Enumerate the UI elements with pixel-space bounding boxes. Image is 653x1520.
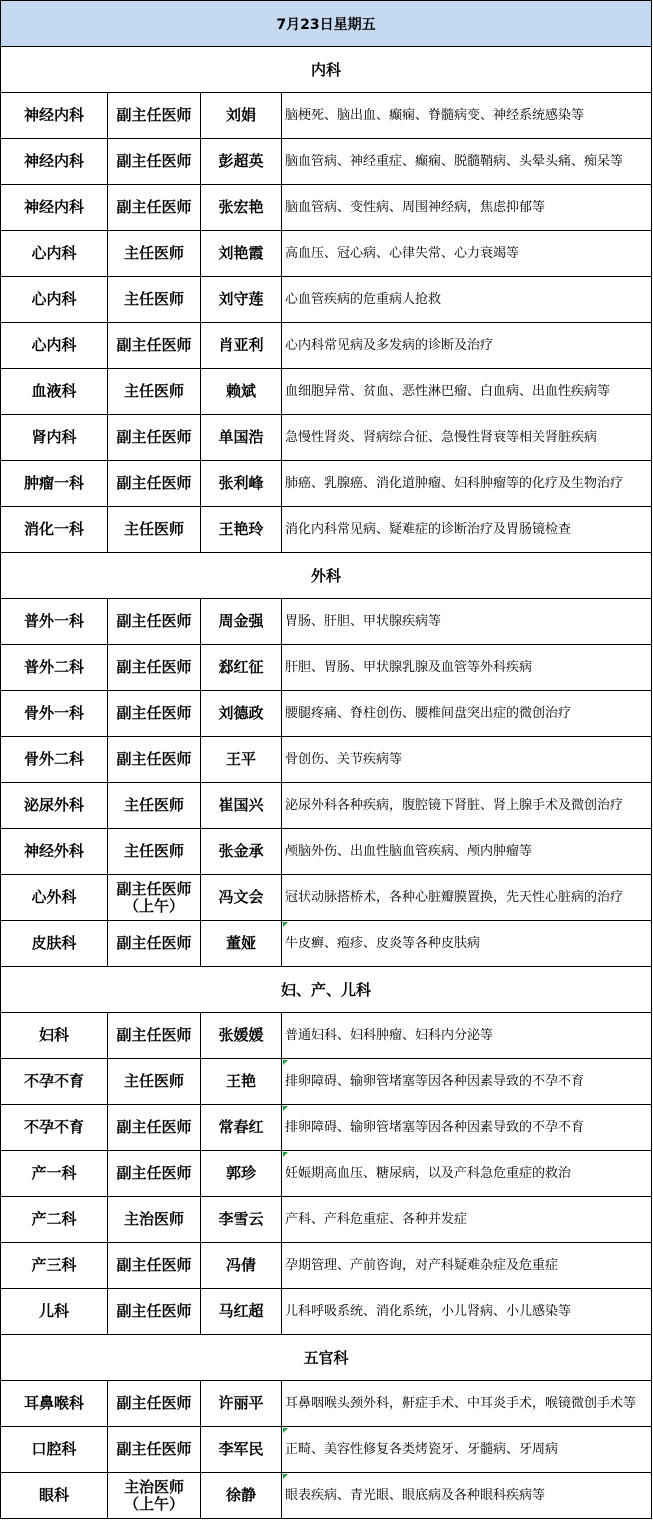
specialty-cell: 眼表疾病、青光眼、眼底病及各种眼科疾病等 xyxy=(282,1473,652,1519)
table-row xyxy=(1,1473,652,1519)
specialty-cell: 孕期管理、产前咨询，对产科疑难杂症及危重症 xyxy=(282,1243,652,1289)
specialty-cell: 排卵障碍、输卵管堵塞等因各种因素导致的不孕不育 xyxy=(282,1105,652,1151)
department-cell: 心外科 xyxy=(1,875,108,921)
doctor-title-cell xyxy=(108,645,201,691)
doctor-name-cell: 王艳 xyxy=(201,1059,282,1105)
table-row xyxy=(1,1427,652,1473)
doctor-title: 主任医师 xyxy=(123,520,184,538)
doctor-title-cell xyxy=(108,1013,201,1059)
department-cell: 心内科 xyxy=(1,277,108,323)
specialty-cell: 排卵障碍、输卵管堵塞等因各种因素导致的不孕不育 xyxy=(282,1059,652,1105)
doctor-name-cell: 常春红 xyxy=(201,1105,282,1151)
doctor-title-cell xyxy=(108,1289,201,1335)
department-cell: 耳鼻喉科 xyxy=(1,1381,108,1427)
table-row xyxy=(1,507,652,553)
table-row xyxy=(1,599,652,645)
doctor-title-cell xyxy=(108,93,201,139)
doctor-title: 主任医师 xyxy=(123,382,184,400)
table-row xyxy=(1,737,652,783)
doctor-name-cell: 徐静 xyxy=(201,1473,282,1519)
doctor-title: 副主任医师 xyxy=(116,428,192,446)
doctor-name-cell: 郭珍 xyxy=(201,1151,282,1197)
doctor-title-cell xyxy=(108,1473,201,1519)
table-row xyxy=(1,231,652,277)
doctor-title: 副主任医师 xyxy=(116,1026,192,1044)
department-cell: 心内科 xyxy=(1,231,108,277)
schedule-body xyxy=(1,1,652,1519)
specialty-cell: 普通妇科、妇科肿瘤、妇科内分泌等 xyxy=(282,1013,652,1059)
table-row xyxy=(1,691,652,737)
doctor-title: 主治医师 xyxy=(123,1210,184,1228)
section-header-row xyxy=(1,967,652,1013)
doctor-name-cell: 肖亚利 xyxy=(201,323,282,369)
department-cell: 肿瘤一科 xyxy=(1,461,108,507)
doctor-name-cell: 张金承 xyxy=(201,829,282,875)
department-cell: 神经外科 xyxy=(1,829,108,875)
doctor-title: 副主任医师 xyxy=(116,1440,192,1458)
doctor-title: 主任医师 xyxy=(123,244,184,262)
doctor-title: 副主任医师 xyxy=(116,704,192,722)
table-row xyxy=(1,1381,652,1427)
doctor-title: 副主任医师 xyxy=(116,879,192,898)
doctor-title: 副主任医师 xyxy=(116,1118,192,1136)
doctor-name-cell: 彭超英 xyxy=(201,139,282,185)
section-title: 外科 xyxy=(1,553,652,599)
doctor-title-cell xyxy=(108,1427,201,1473)
doctor-name-cell: 张媛媛 xyxy=(201,1013,282,1059)
department-cell: 产二科 xyxy=(1,1197,108,1243)
department-cell: 产一科 xyxy=(1,1151,108,1197)
table-row xyxy=(1,1289,652,1335)
specialty-cell: 正畸、美容性修复各类烤瓷牙、牙髓病、牙周病 xyxy=(282,1427,652,1473)
doctor-name-cell: 冯倩 xyxy=(201,1243,282,1289)
doctor-title-cell xyxy=(108,599,201,645)
table-row xyxy=(1,461,652,507)
doctor-title-cell xyxy=(108,415,201,461)
department-cell: 普外二科 xyxy=(1,645,108,691)
table-row xyxy=(1,645,652,691)
session-note: （上午） xyxy=(123,896,184,915)
doctor-title: 副主任医师 xyxy=(116,336,192,354)
doctor-title: 副主任医师 xyxy=(116,934,192,952)
doctor-name-cell: 刘娟 xyxy=(201,93,282,139)
doctor-title-cell xyxy=(108,737,201,783)
doctor-name-cell: 李军民 xyxy=(201,1427,282,1473)
doctor-title-cell xyxy=(108,1381,201,1427)
department-cell: 眼科 xyxy=(1,1473,108,1519)
doctor-title-cell xyxy=(108,829,201,875)
specialty-cell: 肺癌、乳腺癌、消化道肿瘤、妇科肿瘤等的化疗及生物治疗 xyxy=(282,461,652,507)
department-cell: 妇科 xyxy=(1,1013,108,1059)
section-header-row xyxy=(1,553,652,599)
specialty-cell: 腰腿疼痛、脊柱创伤、腰椎间盘突出症的微创治疗 xyxy=(282,691,652,737)
doctor-title: 主治医师 xyxy=(123,1477,184,1496)
doctor-name-cell: 刘守莲 xyxy=(201,277,282,323)
doctor-title: 主任医师 xyxy=(123,290,184,308)
doctor-title: 主任医师 xyxy=(123,796,184,814)
doctor-title: 主任医师 xyxy=(123,1072,184,1090)
table-row xyxy=(1,93,652,139)
doctor-name-cell: 张利峰 xyxy=(201,461,282,507)
table-row xyxy=(1,323,652,369)
table-row xyxy=(1,1013,652,1059)
department-cell: 神经内科 xyxy=(1,185,108,231)
doctor-title: 副主任医师 xyxy=(116,1164,192,1182)
doctor-title: 副主任医师 xyxy=(116,106,192,124)
department-cell: 骨外二科 xyxy=(1,737,108,783)
doctor-name-cell: 崔国兴 xyxy=(201,783,282,829)
doctor-name-cell: 董娅 xyxy=(201,921,282,967)
specialty-cell: 胃肠、肝胆、甲状腺疾病等 xyxy=(282,599,652,645)
specialty-cell: 儿科呼吸系统、消化系统，小儿肾病、小儿感染等 xyxy=(282,1289,652,1335)
doctor-name-cell: 李雪云 xyxy=(201,1197,282,1243)
doctor-name-cell: 赖斌 xyxy=(201,369,282,415)
table-row xyxy=(1,277,652,323)
table-row xyxy=(1,369,652,415)
doctor-title: 副主任医师 xyxy=(116,1394,192,1412)
specialty-cell: 泌尿外科各种疾病，腹腔镜下肾脏、肾上腺手术及微创治疗 xyxy=(282,783,652,829)
table-row xyxy=(1,829,652,875)
specialty-cell: 心血管疾病的危重病人抢救 xyxy=(282,277,652,323)
doctor-name-cell: 王艳玲 xyxy=(201,507,282,553)
specialty-cell: 妊娠期高血压、糖尿病，以及产科急危重症的救治 xyxy=(282,1151,652,1197)
specialty-cell: 肝胆、胃肠、甲状腺乳腺及血管等外科疾病 xyxy=(282,645,652,691)
doctor-title-cell xyxy=(108,783,201,829)
specialty-cell: 脑梗死、脑出血、癫痫、脊髓病变、神经系统感染等 xyxy=(282,93,652,139)
doctor-title: 副主任医师 xyxy=(116,152,192,170)
table-row xyxy=(1,185,652,231)
doctor-name-cell: 单国浩 xyxy=(201,415,282,461)
doctor-name-cell: 王平 xyxy=(201,737,282,783)
doctor-title: 副主任医师 xyxy=(116,750,192,768)
specialty-cell: 消化内科常见病、疑难症的诊断治疗及胃肠镜检查 xyxy=(282,507,652,553)
table-row xyxy=(1,1197,652,1243)
doctor-title-cell xyxy=(108,1243,201,1289)
doctor-title: 副主任医师 xyxy=(116,658,192,676)
doctor-name-cell: 郄红征 xyxy=(201,645,282,691)
department-cell: 口腔科 xyxy=(1,1427,108,1473)
doctor-name-cell: 周金强 xyxy=(201,599,282,645)
date-title: 7月23日星期五 xyxy=(1,1,652,47)
department-cell: 神经内科 xyxy=(1,139,108,185)
department-cell: 普外一科 xyxy=(1,599,108,645)
doctor-title-cell xyxy=(108,231,201,277)
doctor-title: 副主任医师 xyxy=(116,612,192,630)
doctor-title: 副主任医师 xyxy=(116,474,192,492)
department-cell: 儿科 xyxy=(1,1289,108,1335)
table-row xyxy=(1,415,652,461)
department-cell: 肾内科 xyxy=(1,415,108,461)
doctor-title-cell xyxy=(108,369,201,415)
department-cell: 消化一科 xyxy=(1,507,108,553)
doctor-title-cell xyxy=(108,507,201,553)
department-cell: 产三科 xyxy=(1,1243,108,1289)
table-row xyxy=(1,783,652,829)
specialty-cell: 颅脑外伤、出血性脑血管疾病、颅内肿瘤等 xyxy=(282,829,652,875)
department-cell: 心内科 xyxy=(1,323,108,369)
specialty-cell: 高血压、冠心病、心律失常、心力衰竭等 xyxy=(282,231,652,277)
department-cell: 不孕不育 xyxy=(1,1105,108,1151)
doctor-title-cell xyxy=(108,921,201,967)
section-header-row xyxy=(1,1335,652,1381)
table-row xyxy=(1,1105,652,1151)
doctor-name-cell: 许丽平 xyxy=(201,1381,282,1427)
date-title-row xyxy=(1,1,652,47)
table-row xyxy=(1,1151,652,1197)
section-header-row xyxy=(1,47,652,93)
specialty-cell: 牛皮癣、疱疹、皮炎等各种皮肤病 xyxy=(282,921,652,967)
specialty-cell: 产科、产科危重症、各种并发症 xyxy=(282,1197,652,1243)
doctor-title-cell xyxy=(108,1151,201,1197)
department-cell: 泌尿外科 xyxy=(1,783,108,829)
specialty-cell: 急慢性肾炎、肾病综合征、急慢性肾衰等相关肾脏疾病 xyxy=(282,415,652,461)
doctor-title-cell xyxy=(108,1197,201,1243)
doctor-name-cell: 冯文会 xyxy=(201,875,282,921)
table-row xyxy=(1,1059,652,1105)
section-title: 妇、产、儿科 xyxy=(1,967,652,1013)
doctor-name-cell: 刘德政 xyxy=(201,691,282,737)
doctor-name-cell: 张宏艳 xyxy=(201,185,282,231)
specialty-cell: 骨创伤、关节疾病等 xyxy=(282,737,652,783)
doctor-title-cell xyxy=(108,277,201,323)
doctor-title-cell xyxy=(108,1059,201,1105)
section-title: 五官科 xyxy=(1,1335,652,1381)
specialty-cell: 冠状动脉搭桥术，各种心脏瓣膜置换，先天性心脏病的治疗 xyxy=(282,875,652,921)
section-title: 内科 xyxy=(1,47,652,93)
table-row xyxy=(1,921,652,967)
specialty-cell: 耳鼻咽喉头颈外科，鼾症手术、中耳炎手术，喉镜微创手术等 xyxy=(282,1381,652,1427)
department-cell: 血液科 xyxy=(1,369,108,415)
specialty-cell: 心内科常见病及多发病的诊断及治疗 xyxy=(282,323,652,369)
doctor-title: 主任医师 xyxy=(123,842,184,860)
doctor-title-cell xyxy=(108,691,201,737)
department-cell: 神经内科 xyxy=(1,93,108,139)
doctor-title: 副主任医师 xyxy=(116,198,192,216)
doctor-title: 副主任医师 xyxy=(116,1302,192,1320)
table-row xyxy=(1,139,652,185)
doctor-title-cell xyxy=(108,323,201,369)
doctor-name-cell: 刘艳霞 xyxy=(201,231,282,277)
table-row xyxy=(1,875,652,921)
doctor-title-cell xyxy=(108,461,201,507)
doctor-title: 副主任医师 xyxy=(116,1256,192,1274)
doctor-name-cell: 马红超 xyxy=(201,1289,282,1335)
department-cell: 皮肤科 xyxy=(1,921,108,967)
doctor-title-cell xyxy=(108,185,201,231)
table-row xyxy=(1,1243,652,1289)
specialty-cell: 血细胞异常、贫血、恶性淋巴瘤、白血病、出血性疾病等 xyxy=(282,369,652,415)
doctor-title-cell xyxy=(108,875,201,921)
department-cell: 不孕不育 xyxy=(1,1059,108,1105)
session-note: （上午） xyxy=(123,1494,184,1513)
specialty-cell: 脑血管病、变性病、周围神经病，焦虑抑郁等 xyxy=(282,185,652,231)
specialty-cell: 脑血管病、神经重症、癫痫、脱髓鞘病、头晕头痛、痴呆等 xyxy=(282,139,652,185)
doctor-title-cell xyxy=(108,139,201,185)
department-cell: 骨外一科 xyxy=(1,691,108,737)
doctor-title-cell xyxy=(108,1105,201,1151)
